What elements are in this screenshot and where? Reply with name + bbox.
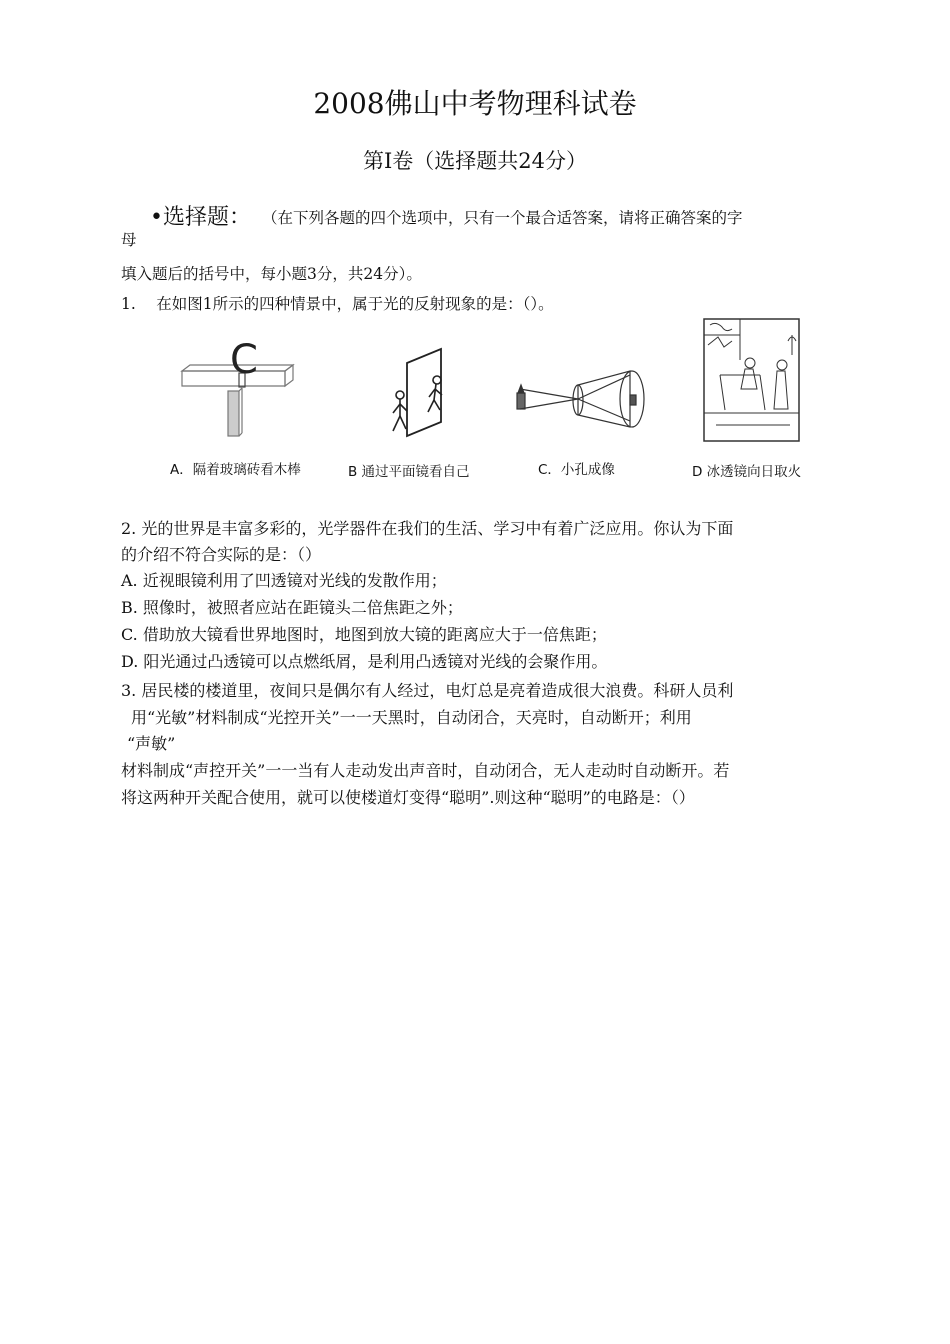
question-2-option-d: D. 阳光通过凸透镜可以点燃纸屑，是利用凸透镜对光线的会聚作用。	[121, 652, 608, 671]
figure-caption-d: D 冰透镜向日取火	[692, 464, 802, 480]
question-2: 2. 光的世界是丰富多彩的，光学器件在我们的生活、学习中有着广泛应用。你认为下面	[121, 519, 734, 538]
question-3-line-2: 用“光敏”材料制成“光控开关”一一天黑时，自动闭合，天亮时，自动断开；利用	[131, 708, 692, 727]
section-title: 第I卷（选择题共24分）	[362, 149, 588, 173]
page-title: 2008佛山中考物理科试卷	[313, 87, 637, 120]
section-instructions-wrap: 母	[121, 231, 137, 249]
question-3-line-5: 将这两种开关配合使用，就可以使楼道灯变得“聪明”.则这种“聪明”的电路是：（）	[121, 788, 695, 807]
question-2-option-a: A. 近视眼镜利用了凹透镜对光线的发散作用；	[121, 571, 447, 590]
figure-caption-a: A．隔着玻璃砖看木棒	[170, 462, 301, 478]
figure-1	[160, 315, 810, 480]
question-2-option-b: B. 照像时，被照者应站在距镜头二倍焦距之外；	[121, 598, 463, 617]
scene-d-ice-lens	[704, 319, 799, 441]
section-instructions-cont: 填入题后的括号中，每小题3分，共24分）。	[121, 265, 422, 283]
question-3: 3. 居民楼的楼道里，夜间只是偶尔有人经过，电灯总是亮着造成很大浪费。科研人员利	[121, 681, 734, 700]
question-2-option-c: C. 借助放大镜看世界地图时，地图到放大镜的距离应大于一倍焦距；	[121, 625, 607, 644]
question-2-cont: 的介绍不符合实际的是：（）	[121, 545, 322, 564]
question-3-line-4: 材料制成“声控开关”一一当有人走动发出声音时，自动闭合，无人走动时自动断开。若	[121, 761, 730, 780]
figure-caption-c: C．小孔成像	[538, 462, 615, 478]
scene-c-pinhole	[517, 371, 644, 427]
question-1: 1. 在如图1所示的四种情景中，属于光的反射现象的是：（）。	[121, 295, 554, 313]
scene-a-letter-c: C	[230, 337, 258, 383]
figure-caption-b: B 通过平面镜看自己	[348, 464, 470, 480]
scene-b-mirror	[393, 349, 442, 436]
section-heading: •选择题：	[150, 205, 251, 230]
question-3-line-3: “声敏”	[127, 734, 176, 753]
section-instructions: （在下列各题的四个选项中，只有一个最合适答案，请将正确答案的字	[262, 209, 743, 227]
